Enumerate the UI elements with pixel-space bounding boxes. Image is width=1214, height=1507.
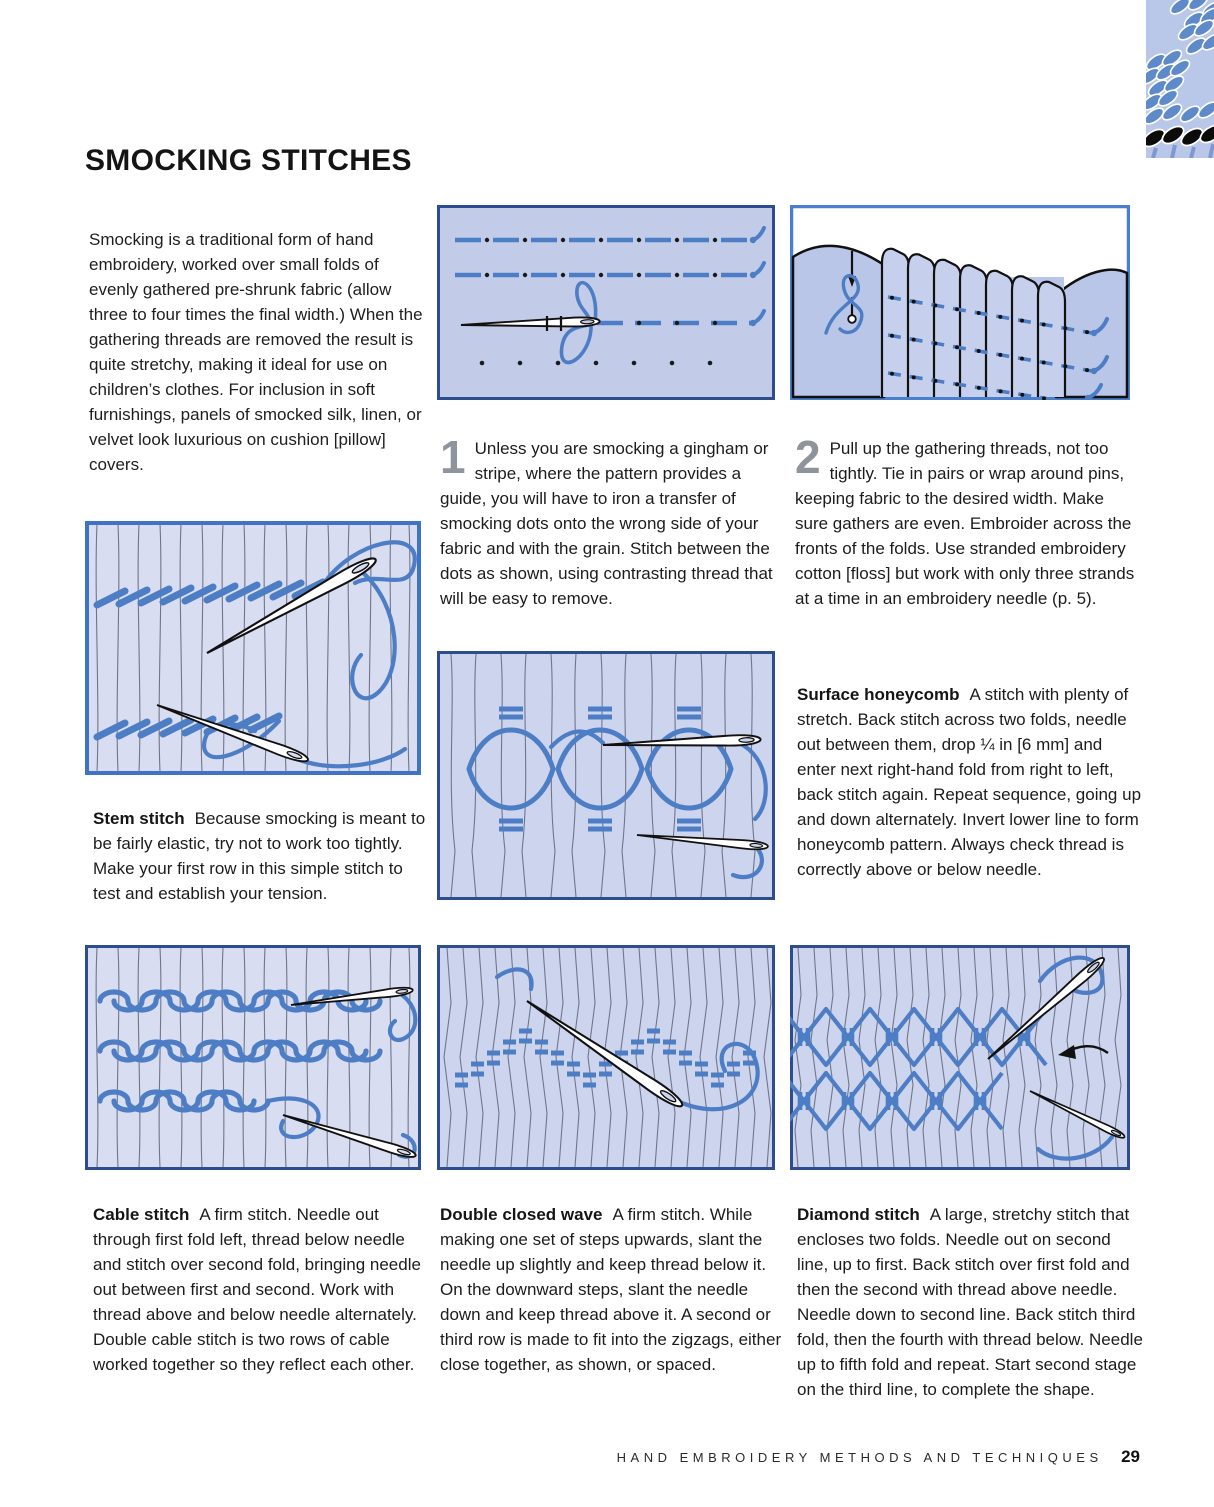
stem-stitch-diagram [85,521,421,775]
stitch-name: Surface honeycomb [797,685,960,704]
surface-honeycomb-graphic [437,651,775,900]
stitch-name: Cable stitch [93,1205,190,1224]
diamond-stitch-graphic [790,945,1130,1170]
stitch-description: A stitch with plenty of stretch. Back stitch across two folds, needle out between them, drop ¼ in [6 mm] and enter next right-hand fold from right to left, back stitch again. Repeat sequence, going up and down alternately. Invert lower line to form honeycomb pattern. Always check thread is correctly above or below needle. [797,685,1142,879]
caption-cable-stitch [93,1202,433,1377]
stitch-description: A firm stitch. Needle out through first fold left, thread below needle and stitch over second fold, bringing needle out between first and second. Work with thread above and below needle alternately. Double cable stitch is two rows of cable worked together so they reflect each other. [93,1205,421,1374]
step-2-number: 2 [795,431,821,483]
stitch-name: Diamond stitch [797,1205,920,1224]
gathered-pleats-graphic [790,205,1130,400]
page-footer [617,1447,1140,1467]
double-closed-wave-graphic [437,945,775,1170]
double-closed-wave-diagram [437,945,775,1170]
corner-pattern-graphic [1146,0,1214,158]
diamond-stitch-diagram [790,945,1130,1170]
cable-stitch-graphic [85,945,421,1170]
stitch-description: A large, stretchy stitch that encloses two folds. Needle out on second line, up to first. Back stitch over first fold and then the second with thread above needle. Needle down to second line. Back stitch third fold, then the fourth with thread below. Needle up to fifth fold and repeat. Start second stage on the third line, to complete the shape. [797,1205,1143,1399]
intro-paragraph: Smocking is a traditional form of hand embroidery, worked over small folds of evenly gathered pre-shrunk fabric (allow three to four times the final width.) When the gathering threads are removed the result is quite stretchy, making it ideal for use on children’s clothes. For inclusion in soft furnishings, panels of smocked silk, linen, or velvet look luxurious on cushion [pillow] covers. [89,230,423,474]
page-number: 29 [1121,1447,1140,1466]
stitch-description: Because smocking is meant to be fairly elastic, try not to work too tightly. Make your first row in this simple stitch to test and establish your tension. [93,809,426,903]
smocking-dot-rows-graphic [437,205,775,400]
step-2 [795,431,1140,611]
gathered-pleats-diagram [790,205,1130,400]
stitch-name: Stem stitch [93,809,185,828]
smocking-dot-rows-diagram [437,205,775,400]
caption-diamond-stitch [797,1202,1145,1402]
stem-stitch-graphic [85,521,421,775]
cable-stitch-diagram [85,945,421,1170]
page-title: SMOCKING STITCHES [85,144,412,178]
stitch-description: A firm stitch. While making one set of steps upwards, slant the needle up slightly and keep thread below it. On the downward steps, slant the needle down and keep thread above it. A second or third row is made to fit into the zigzags, either close together, as shown, or spaced. [440,1205,782,1374]
step-2-text: Pull up the gathering threads, not too tightly. Tie in pairs or wrap around pins, keeping fabric to the desired width. Make sure gathers are even. Embroider across the fronts of the folds. Use stranded embroidery cotton [floss] but work with only three strands at a time in an embroidery needle (p. 5). [795,439,1135,608]
corner-stitch-decoration [1146,0,1214,163]
caption-surface-honeycomb [797,682,1145,882]
step-1-number: 1 [440,431,466,483]
surface-honeycomb-diagram [437,651,775,900]
caption-double-closed-wave [440,1202,786,1377]
step-1-text: Unless you are smocking a gingham or stripe, where the pattern provides a guide, you will have to iron a transfer of smocking dots onto the wrong side of your fabric and with the grain. Stitch between the dots as shown, using contrasting thread that will be easy to remove. [440,439,773,608]
running-footer-text: HAND EMBROIDERY METHODS AND TECHNIQUES [616,1450,1103,1465]
step-1 [440,431,782,611]
stitch-name: Double closed wave [440,1205,603,1224]
caption-stem-stitch [93,806,429,906]
